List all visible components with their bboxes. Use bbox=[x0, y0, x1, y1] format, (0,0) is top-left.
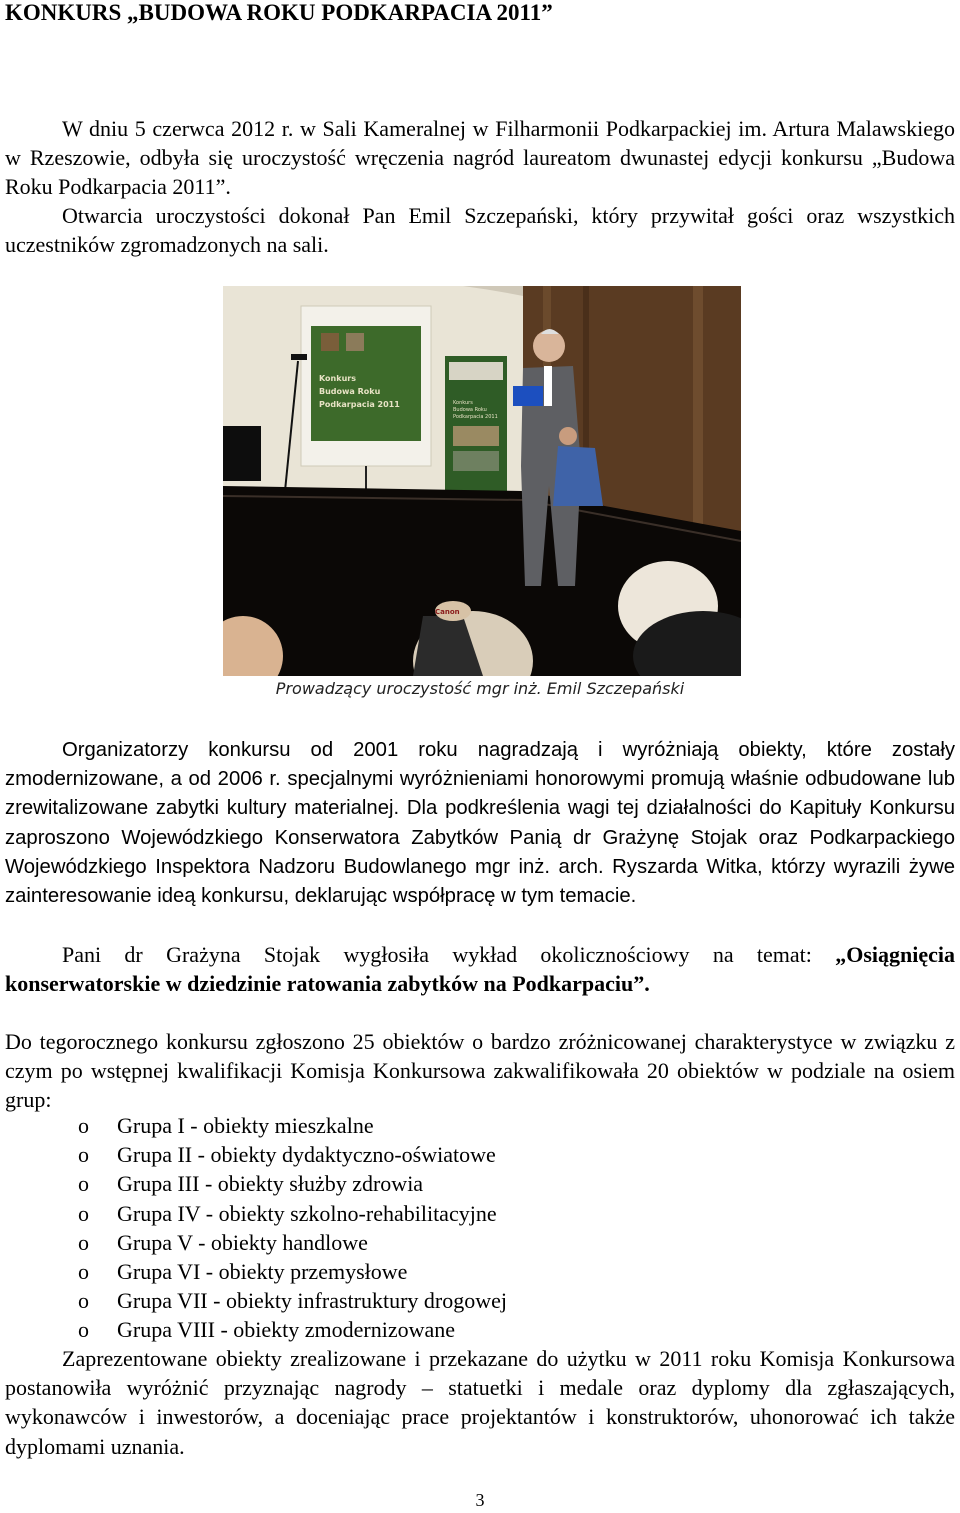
screen-text-line3: Podkarpacia 2011 bbox=[319, 400, 400, 409]
list-item-text: Grupa VI - obiekty przemysłowe bbox=[117, 1258, 408, 1284]
document-title: KONKURS „BUDOWA ROKU PODKARPACIA 2011” bbox=[5, 0, 553, 25]
camera-brand-text: Canon bbox=[435, 608, 460, 616]
paragraph-opening: Otwarcia uroczystości dokonał Pan Emil Szczepański, który przywitał gości oraz wszystkich uczestników zgromadzonych na sali. bbox=[5, 203, 955, 258]
list-item bbox=[5, 1286, 955, 1315]
list-item bbox=[5, 1111, 955, 1140]
list-item-text: Grupa III - obiekty służby zdrowia bbox=[117, 1171, 424, 1197]
list-item bbox=[5, 1140, 955, 1169]
paragraph-submissions: Do tegorocznego konkursu zgłoszono 25 obiektów o bardzo zróżnicowanej charakterystyce w związku z czym po wstępnej kwalifikacji Komisja Konkursowa zakwalifikowała 20 obiektów w podziale na osiem grup: bbox=[5, 1029, 955, 1113]
list-item bbox=[5, 1199, 955, 1228]
list-item-text: Grupa II - obiekty dydaktyczno-oświatowe bbox=[117, 1142, 496, 1168]
bullet-marker: o bbox=[78, 1171, 89, 1197]
list-item-text: Grupa I - obiekty mieszkalne bbox=[117, 1113, 374, 1138]
list-item-text: Grupa IV - obiekty szkolno-rehabilitacyjne bbox=[117, 1200, 497, 1226]
bullet-marker: o bbox=[78, 1288, 89, 1314]
groups-list bbox=[5, 1111, 955, 1345]
list-item bbox=[5, 1257, 955, 1286]
list-item bbox=[5, 1228, 955, 1257]
bullet-marker: o bbox=[78, 1258, 89, 1284]
screen-text-line1: Konkurs bbox=[319, 374, 356, 383]
photo-caption: Prowadzący uroczystość mgr inż. Emil Szczepański bbox=[275, 679, 685, 698]
bullet-marker: o bbox=[78, 1200, 89, 1226]
list-item bbox=[5, 1315, 955, 1344]
screen-text-line2: Budowa Roku bbox=[319, 387, 381, 396]
bullet-marker: o bbox=[78, 1317, 89, 1343]
bullet-marker: o bbox=[78, 1142, 89, 1168]
list-item-text: Grupa VIII - obiekty zmodernizowane bbox=[117, 1317, 456, 1343]
ceremony-photo bbox=[223, 286, 741, 676]
paragraph-awards: Zaprezentowane obiekty zrealizowane i przekazane do użytku w 2011 roku Komisja Konkursowa postanowiła wyróżnić przyznając nagrody – statuetki i medale oraz dyplomy dla zgłaszających, wykonawców i inwestorów, a doceniając prace projektantów i konstruktorów, uhonorować ich także dyplomami uznania. bbox=[5, 1346, 955, 1459]
banner-text-line3: Podkarpacia 2011 bbox=[453, 414, 498, 420]
paragraph-organizers: Organizatorzy konkursu od 2001 roku nagradzają i wyróżniają obiekty, które zostały zmodernizowane, a od 2006 r. specjalnymi wyróżnieniami honorowymi promują właśnie odbudowane lub zrewitalizowane zabytki kultury materialnej. Dla podkreślenia wagi tej działalności do Kapituły Konkursu zaproszono Wojewódzkiego Konserwatora Zabytków Panią dr Grażynę Stojak oraz Podkarpackiego Wojewódzkiego Inspektora Nadzoru Budowlanego mgr inż. arch. Ryszarda Witka, którzy wyrazili żywe zainteresowanie ideą konkursu, deklarując współpracę w tym temacie. bbox=[5, 739, 955, 908]
bullet-marker: o bbox=[78, 1113, 89, 1138]
list-item bbox=[5, 1169, 955, 1198]
paragraph-lecture bbox=[5, 940, 955, 998]
list-item-text: Grupa V - obiekty handlowe bbox=[117, 1229, 368, 1255]
page-number: 3 bbox=[475, 1490, 485, 1510]
list-item-text: Grupa VII - obiekty infrastruktury drogowej bbox=[117, 1288, 507, 1314]
banner-text-line2: Budowa Roku bbox=[453, 407, 487, 413]
bullet-marker: o bbox=[78, 1229, 89, 1255]
banner-text-line1: Konkurs bbox=[453, 400, 473, 406]
paragraph-ceremony: W dniu 5 czerwca 2012 r. w Sali Kameralnej w Filharmonii Podkarpackiej im. Artura Malawskiego w Rzeszowie, odbyła się uroczystość wręczenia nagród laureatom dwunastej edycji konkursu „Budowa Roku Podkarpacia 2011”. bbox=[5, 116, 955, 200]
lecture-intro-text: Pani dr Grażyna Stojak wygłosiła wykład okolicznościowy na temat: bbox=[62, 942, 836, 967]
lecture-title-text: „Osiągnięcia konserwatorskie w dziedzinie ratowania zabytków na Podkarpaciu”. bbox=[5, 942, 955, 997]
